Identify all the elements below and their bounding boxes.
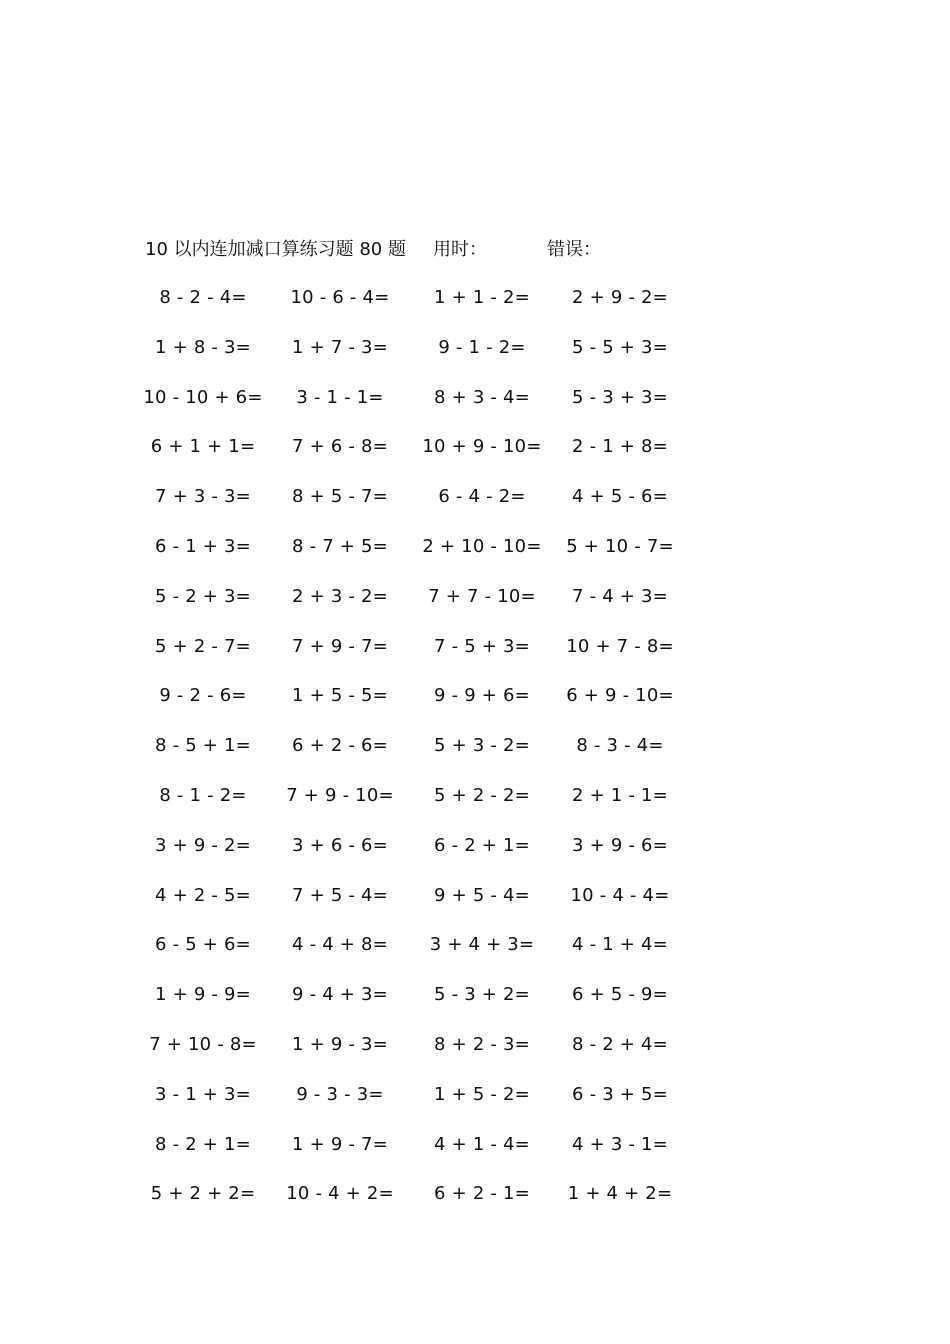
problem-item: 6 + 1 + 1= bbox=[150, 436, 256, 458]
problem-item: 5 + 2 + 2= bbox=[150, 1183, 256, 1205]
problem-item: 9 - 3 - 3= bbox=[296, 1083, 384, 1105]
problem-item: 3 - 1 - 1= bbox=[296, 386, 384, 408]
problem-row bbox=[0, 1031, 950, 1081]
problem-item: 3 - 1 + 3= bbox=[155, 1083, 251, 1105]
problem-item: 7 + 6 - 8= bbox=[292, 436, 388, 458]
problem-item: 6 - 2 + 1= bbox=[434, 834, 530, 856]
problem-item: 6 + 5 - 9= bbox=[572, 984, 668, 1006]
problem-item: 10 - 6 - 4= bbox=[290, 287, 390, 308]
problem-row bbox=[0, 483, 950, 533]
problem-item: 9 - 4 + 3= bbox=[292, 984, 388, 1006]
problem-row bbox=[0, 931, 950, 981]
problem-item: 1 + 9 - 3= bbox=[292, 1033, 388, 1055]
problem-item: 9 - 1 - 2= bbox=[438, 336, 526, 358]
problem-item: 7 + 5 - 4= bbox=[292, 884, 388, 906]
problem-item: 9 - 9 + 6= bbox=[434, 685, 530, 707]
problem-item: 5 + 10 - 7= bbox=[566, 535, 674, 557]
problem-item: 8 - 3 - 4= bbox=[576, 735, 664, 757]
problem-row bbox=[0, 384, 950, 434]
problem-item: 7 + 7 - 10= bbox=[428, 585, 536, 607]
problem-item: 1 + 9 - 9= bbox=[155, 984, 251, 1006]
problem-row bbox=[0, 583, 950, 633]
problem-item: 4 - 4 + 8= bbox=[292, 934, 388, 956]
problem-item: 7 + 9 - 7= bbox=[292, 635, 388, 657]
problem-item: 10 - 4 - 4= bbox=[570, 884, 670, 906]
problem-item: 4 + 1 - 4= bbox=[434, 1133, 530, 1155]
problem-item: 2 + 10 - 10= bbox=[422, 535, 542, 557]
problem-item: 8 - 2 - 4= bbox=[159, 287, 247, 308]
problem-row bbox=[0, 882, 950, 932]
problem-item: 3 + 9 - 2= bbox=[155, 834, 251, 856]
problem-row bbox=[0, 284, 950, 334]
problem-item: 8 + 3 - 4= bbox=[434, 386, 530, 408]
problem-row bbox=[0, 1081, 950, 1131]
problem-item: 3 + 9 - 6= bbox=[572, 834, 668, 856]
problem-row bbox=[0, 334, 950, 384]
problem-item: 8 - 5 + 1= bbox=[155, 735, 251, 757]
problem-row bbox=[0, 1180, 950, 1230]
problem-item: 2 + 9 - 2= bbox=[572, 287, 668, 308]
worksheet-title: 10 以内连加减口算练习题 80 题 bbox=[145, 239, 406, 260]
problem-item: 5 + 3 - 2= bbox=[434, 735, 530, 757]
problem-item: 2 + 3 - 2= bbox=[292, 585, 388, 607]
problem-item: 9 - 2 - 6= bbox=[159, 685, 247, 707]
problem-item: 5 - 2 + 3= bbox=[155, 585, 251, 607]
problem-item: 6 + 2 - 6= bbox=[292, 735, 388, 757]
problem-item: 4 + 2 - 5= bbox=[155, 884, 251, 906]
problem-item: 7 + 9 - 10= bbox=[286, 784, 394, 806]
problem-item: 6 + 2 - 1= bbox=[434, 1183, 530, 1205]
problem-row bbox=[0, 533, 950, 583]
problem-item: 2 + 1 - 1= bbox=[572, 784, 668, 806]
problem-item: 6 - 1 + 3= bbox=[155, 535, 251, 557]
problem-item: 8 - 2 + 4= bbox=[572, 1033, 668, 1055]
problem-item: 4 - 1 + 4= bbox=[572, 934, 668, 956]
problem-item: 5 + 2 - 2= bbox=[434, 784, 530, 806]
problem-item: 4 + 3 - 1= bbox=[572, 1133, 668, 1155]
problem-item: 1 + 5 - 2= bbox=[434, 1083, 530, 1105]
problem-item: 1 + 5 - 5= bbox=[292, 685, 388, 707]
problem-item: 8 - 7 + 5= bbox=[292, 535, 388, 557]
problem-item: 7 + 10 - 8= bbox=[149, 1033, 257, 1055]
problem-grid bbox=[0, 284, 950, 1230]
problem-item: 7 + 3 - 3= bbox=[155, 486, 251, 508]
problem-row bbox=[0, 433, 950, 483]
problem-item: 4 + 5 - 6= bbox=[572, 486, 668, 508]
problem-item: 1 + 7 - 3= bbox=[292, 336, 388, 358]
problem-item: 5 + 2 - 7= bbox=[155, 635, 251, 657]
problem-item: 10 + 9 - 10= bbox=[422, 436, 542, 458]
problem-item: 5 - 3 + 3= bbox=[572, 386, 668, 408]
problem-item: 8 - 2 + 1= bbox=[155, 1133, 251, 1155]
problem-row bbox=[0, 832, 950, 882]
problem-item: 8 - 1 - 2= bbox=[159, 784, 247, 806]
problem-row bbox=[0, 682, 950, 732]
problem-item: 7 - 4 + 3= bbox=[572, 585, 668, 607]
problem-item: 6 - 5 + 6= bbox=[155, 934, 251, 956]
problem-item: 5 - 3 + 2= bbox=[434, 984, 530, 1006]
problem-item: 3 + 6 - 6= bbox=[292, 834, 388, 856]
errors-label: 错误： bbox=[547, 239, 601, 260]
problem-item: 2 - 1 + 8= bbox=[572, 436, 668, 458]
problem-item: 5 - 5 + 3= bbox=[572, 336, 668, 358]
problem-item: 10 + 7 - 8= bbox=[566, 635, 674, 657]
time-label: 用时： bbox=[433, 239, 487, 260]
worksheet-header bbox=[0, 236, 950, 264]
problem-row bbox=[0, 981, 950, 1031]
problem-item: 1 + 1 - 2= bbox=[434, 287, 530, 308]
problem-item: 6 - 3 + 5= bbox=[572, 1083, 668, 1105]
problem-item: 1 + 8 - 3= bbox=[155, 336, 251, 358]
problem-item: 10 - 10 + 6= bbox=[143, 386, 263, 408]
problem-item: 9 + 5 - 4= bbox=[434, 884, 530, 906]
problem-item: 10 - 4 + 2= bbox=[286, 1183, 394, 1205]
problem-item: 6 + 9 - 10= bbox=[566, 685, 674, 707]
problem-item: 1 + 9 - 7= bbox=[292, 1133, 388, 1155]
problem-item: 7 - 5 + 3= bbox=[434, 635, 530, 657]
problem-item: 8 + 2 - 3= bbox=[434, 1033, 530, 1055]
problem-item: 6 - 4 - 2= bbox=[438, 486, 526, 508]
problem-item: 3 + 4 + 3= bbox=[429, 934, 535, 956]
problem-row bbox=[0, 1131, 950, 1181]
problem-row bbox=[0, 633, 950, 683]
problem-item: 8 + 5 - 7= bbox=[292, 486, 388, 508]
problem-item: 1 + 4 + 2= bbox=[567, 1183, 673, 1205]
problem-row bbox=[0, 732, 950, 782]
problem-row bbox=[0, 782, 950, 832]
